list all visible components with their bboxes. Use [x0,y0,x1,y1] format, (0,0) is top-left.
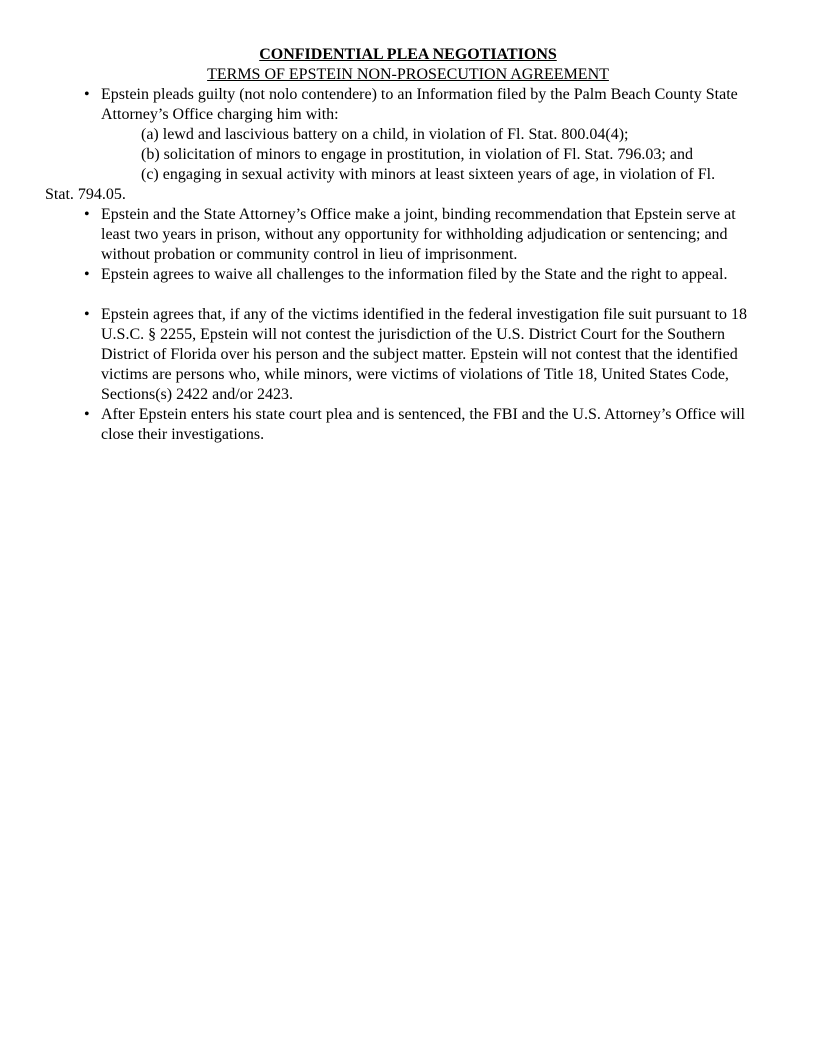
document-title: CONFIDENTIAL PLEA NEGOTIATIONS [259,46,557,63]
bullet-guilty-plea: • Epstein pleads guilty (not nolo contendere) to an Information filed by the Palm Beach County State Attorney’s Office charging him with: [101,85,771,125]
bullet-close-investigations: • After Epstein enters his state court plea and is sentenced, the FBI and the U.S. Attorney’s Office will close their investigations. [101,405,771,445]
charge-a: (a) lewd and lascivious battery on a child, in violation of Fl. Stat. 800.04(4); [141,126,629,143]
bullet-sentencing-recommendation: • Epstein and the State Attorney’s Office make a joint, binding recommendation that Epstein serve at least two years in prison, without any opportunity for withholding adjudication or sentencing; and without probation or community control in lieu of imprisonment. [101,205,741,265]
charge-c-continuation: Stat. 794.05. [45,186,126,203]
bullet-civil-jurisdiction: • Epstein agrees that, if any of the victims identified in the federal investigation file suit pursuant to 18 U.S.C. § 2255, Epstein will not contest the jurisdiction of the U.S. District Court for the Southern District of Florida over his person and the subject matter. Epstein will not contest that the identified victims are persons who, while minors, were victims of violations of Title 18, United States Code, Sections(s) 2422 and/or 2423. [101,305,771,405]
charge-b: (b) solicitation of minors to engage in prostitution, in violation of Fl. Stat. 796.03; and [141,146,693,163]
bullet-waive-challenges: • Epstein agrees to waive all challenges to the information filed by the State and the right to appeal. [101,265,771,285]
charge-c: (c) engaging in sexual activity with minors at least sixteen years of age, in violation of Fl. [141,166,716,183]
document-subtitle: TERMS OF EPSTEIN NON-PROSECUTION AGREEMENT [207,66,609,83]
